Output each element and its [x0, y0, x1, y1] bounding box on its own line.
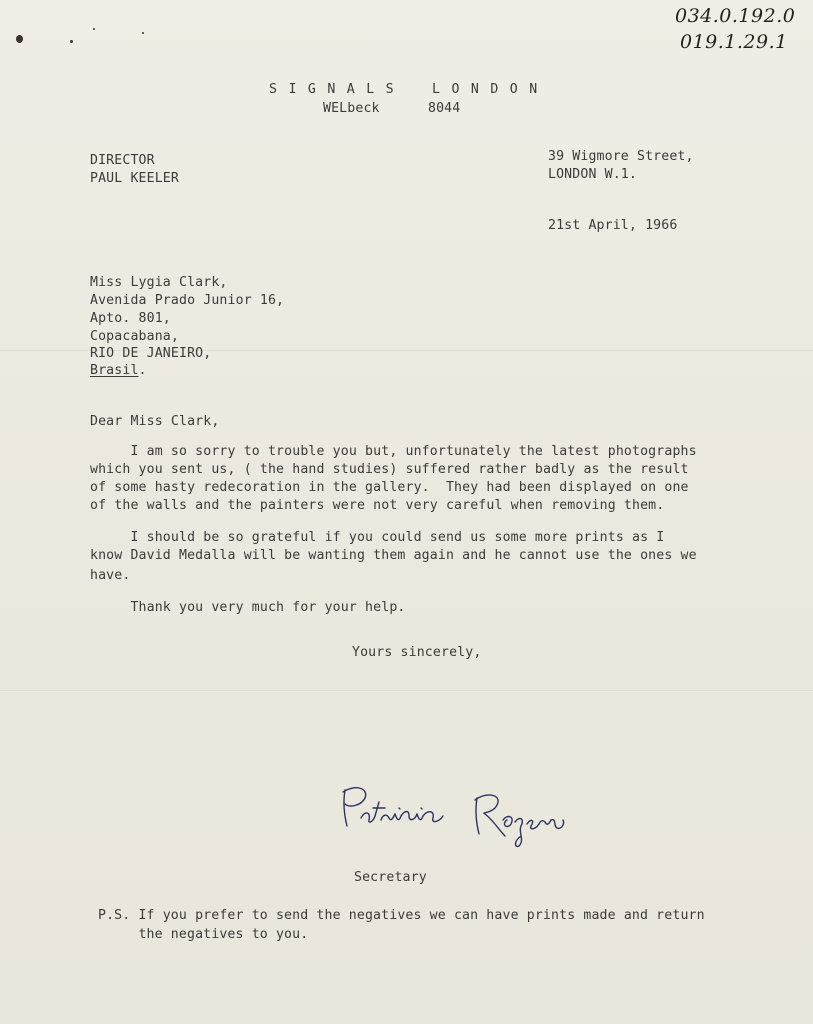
- recipient-country-name: Brasil: [90, 363, 139, 378]
- sender-address-line: LONDON W.1.: [548, 167, 637, 182]
- body-line: Thank you very much for your help.: [90, 600, 406, 615]
- body-line: which you sent us, ( the hand studies) suffered rather badly as the result: [90, 462, 689, 477]
- letterhead-gallery: SIGNALS: [269, 82, 406, 97]
- recipient-country-punct: .: [138, 363, 147, 378]
- recipient-line: RIO DE JANEIRO,: [90, 346, 212, 361]
- recipient-line: Apto. 801,: [90, 311, 171, 326]
- recipient-line: Avenida Prado Junior 16,: [90, 293, 285, 308]
- letterhead-phone-number: 8044: [428, 101, 461, 116]
- director-title: DIRECTOR: [90, 153, 155, 168]
- postscript-line: P.S. If you prefer to send the negatives we can have prints made and return: [98, 908, 705, 923]
- paper-speck: [16, 35, 23, 43]
- recipient-country: [90, 361, 147, 381]
- paper-speck: [70, 40, 73, 43]
- paper-speck: [93, 28, 95, 30]
- body-line: I am so sorry to trouble you but, unfortunately the latest photographs: [90, 444, 697, 459]
- body-line: of some hasty redecoration in the gallery. They had been displayed on one: [90, 480, 689, 495]
- postscript-line: the negatives to you.: [98, 927, 309, 942]
- paper-fold: [0, 690, 813, 691]
- paper-speck: [142, 32, 144, 34]
- closing: Yours sincerely,: [352, 645, 482, 660]
- archive-number: 019.1.29.1: [680, 31, 788, 53]
- letterhead-city: LONDON: [432, 82, 549, 97]
- recipient-line: Miss Lygia Clark,: [90, 275, 228, 290]
- sender-address-line: 39 Wigmore Street,: [548, 149, 694, 164]
- letterhead-phone-exchange: WELbeck: [323, 101, 380, 116]
- recipient-line: Copacabana,: [90, 329, 179, 344]
- archive-number: 034.0.192.0: [675, 5, 796, 27]
- signer-title: Secretary: [354, 870, 427, 885]
- body-line: know David Medalla will be wanting them again and he cannot use the ones we: [90, 548, 697, 563]
- director-name: PAUL KEELER: [90, 171, 179, 186]
- body-line: of the walls and the painters were not very careful when removing them.: [90, 498, 665, 513]
- body-line: I should be so grateful if you could send us some more prints as I: [90, 530, 665, 545]
- body-line: have.: [90, 568, 131, 583]
- letter-date: 21st April, 1966: [548, 218, 678, 233]
- salutation: Dear Miss Clark,: [90, 414, 220, 429]
